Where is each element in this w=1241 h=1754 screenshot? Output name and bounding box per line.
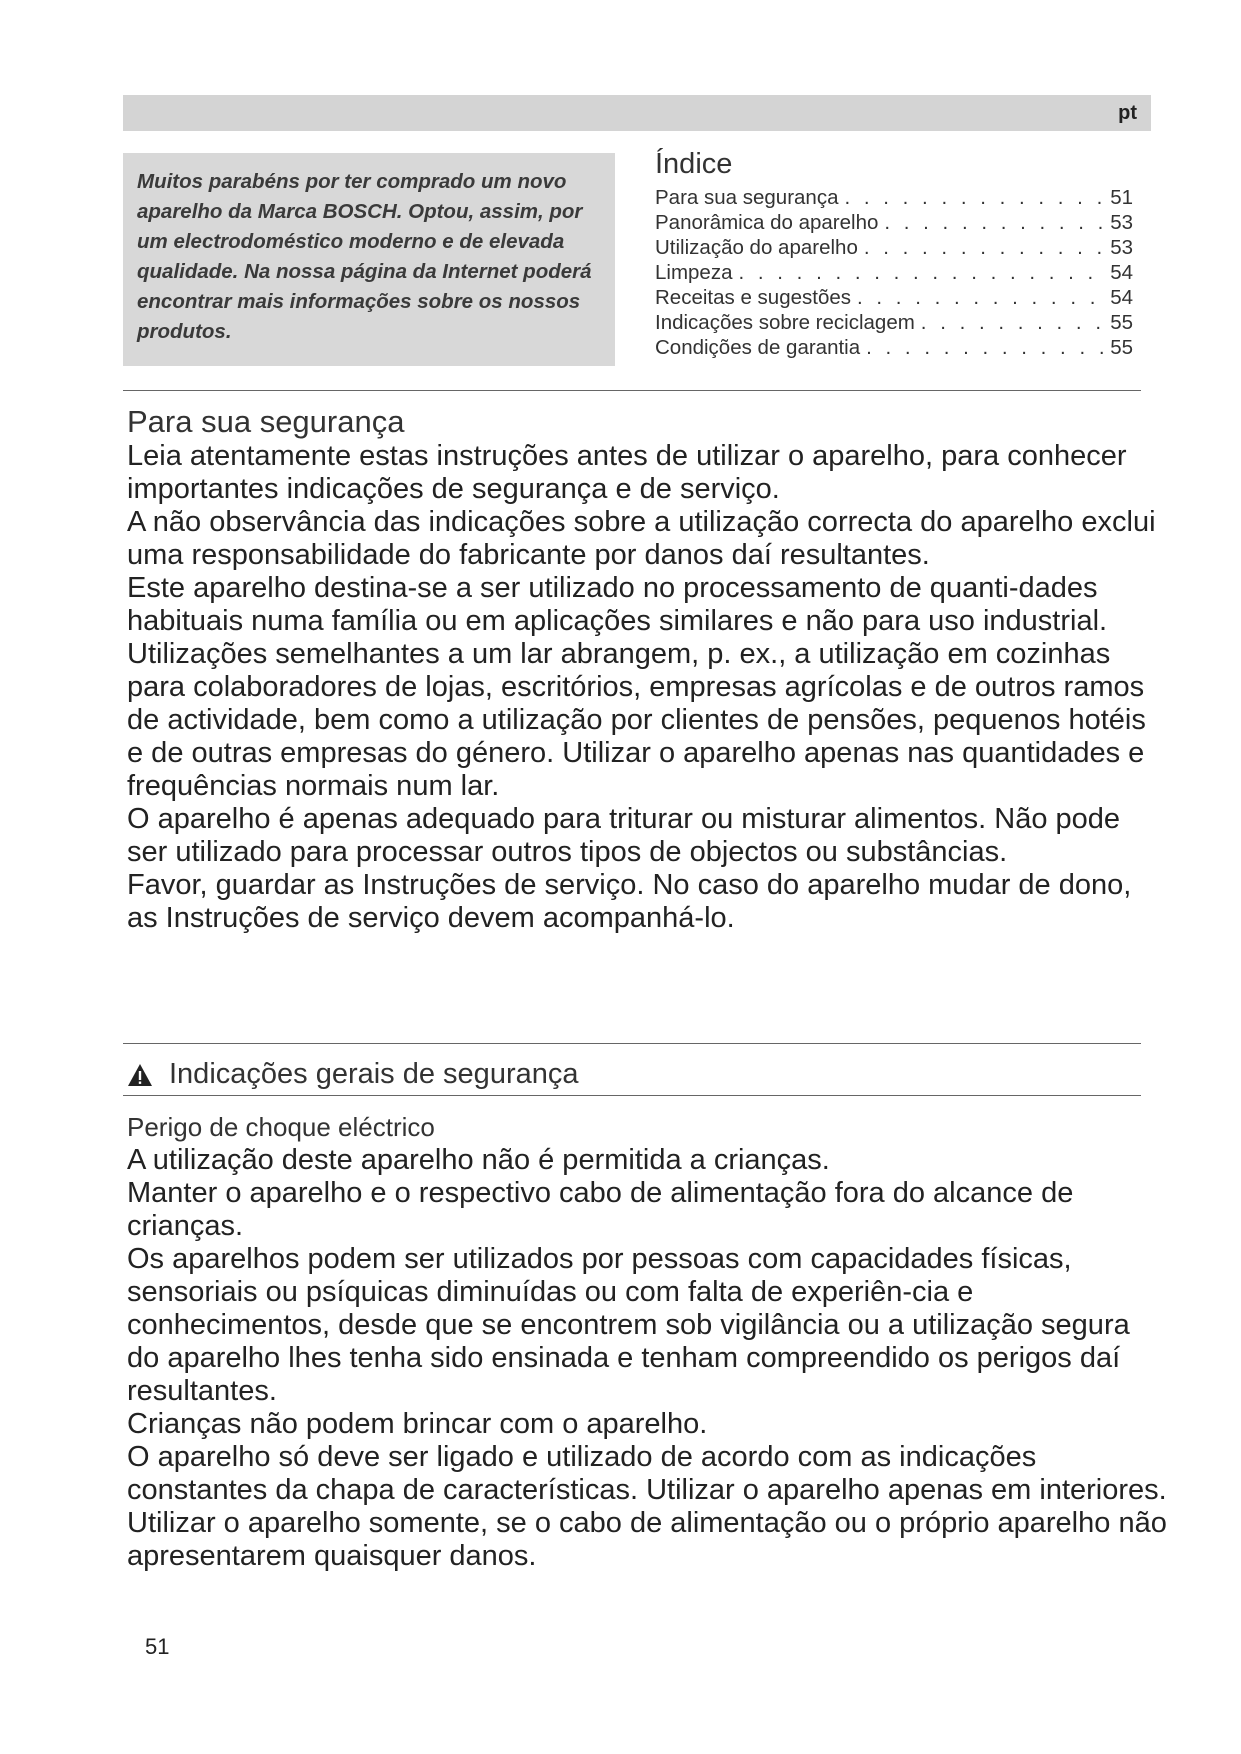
toc-entry-label: Para sua segurança bbox=[655, 186, 839, 209]
safety-paragraph: A não observância das indicações sobre a utilização correcta do aparelho exclui uma responsabilidade do fabricante por danos daí resultantes. bbox=[127, 506, 1156, 571]
general-paragraph: O aparelho só deve ser ligado e utilizado de acordo com as indicações constantes da chapa de características. Utilizar o aparelho apenas em interiores. Utilizar o aparelho somente, se o cabo de alimentação ou o próprio aparelho não apresentarem quaisquer danos. bbox=[127, 1441, 1167, 1572]
toc-entry-page: 51 bbox=[1110, 186, 1133, 209]
general-paragraph: Crianças não podem brincar com o aparelho. bbox=[127, 1408, 708, 1440]
toc-leader-dots bbox=[739, 260, 1105, 285]
toc-entry-page: 55 bbox=[1110, 336, 1133, 359]
toc-entry-label: Receitas e sugestões bbox=[655, 286, 852, 309]
table-of-contents bbox=[655, 148, 1133, 360]
toc-entry-page: 55 bbox=[1110, 311, 1133, 334]
toc-entry-label: Utilização do aparelho bbox=[655, 236, 858, 259]
toc-entry-label: Condições de garantia bbox=[655, 336, 861, 359]
toc-entry[interactable] bbox=[655, 260, 1133, 285]
toc-leader-dots bbox=[864, 235, 1104, 260]
safety-paragraph: O aparelho é apenas adequado para triturar ou misturar alimentos. Não pode ser utilizado para processar outros tipos de objectos ou substâncias. bbox=[127, 803, 1121, 868]
language-code: pt bbox=[1118, 102, 1137, 124]
toc-leader-dots bbox=[884, 210, 1104, 235]
toc-entry-page: 54 bbox=[1110, 261, 1133, 284]
toc-entry[interactable] bbox=[655, 210, 1133, 235]
general-paragraph: A utilização deste aparelho não é permitida a crianças. bbox=[127, 1144, 830, 1176]
safety-paragraph: Este aparelho destina-se a ser utilizado no processamento de quanti-dades habituais numa família ou em aplicações similares e não para uso industrial. Utilizações semelhantes a um lar abrangem, p. ex., a utilização em cozinhas para colaboradores de lojas, escritórios, empresas agrícolas e de outros ramos de actividade, bem como a utilização por clientes de pensões, pequenos hotéis e de outras empresas do género. Utilizar o aparelho apenas nas quantidades e frequências normais num lar. bbox=[127, 572, 1146, 802]
toc-entry[interactable] bbox=[655, 285, 1133, 310]
toc-leader-dots bbox=[866, 335, 1104, 360]
general-safety-body bbox=[127, 1144, 1167, 1573]
general-paragraph: Os aparelhos podem ser utilizados por pessoas com capacidades físicas, sensoriais ou psíquicas diminuídas ou com falta de experiên-cia e conhecimentos, desde que se encontrem sob vigilância ou a utilização segura do aparelho lhes tenha sido ensinada e tenham compreendido os perigos daí resultantes. bbox=[127, 1243, 1130, 1407]
electric-shock-subheading: Perigo de choque eléctrico bbox=[127, 1112, 435, 1142]
toc-entry[interactable] bbox=[655, 310, 1133, 335]
toc-entry-page: 53 bbox=[1110, 236, 1133, 259]
toc-entry-page: 53 bbox=[1110, 211, 1133, 234]
toc-leader-dots bbox=[857, 285, 1104, 310]
safety-section-title: Para sua segurança bbox=[127, 404, 405, 439]
page-number: 51 bbox=[145, 1634, 170, 1659]
general-safety-title: Indicações gerais de segurança bbox=[169, 1058, 579, 1090]
toc-entry[interactable] bbox=[655, 335, 1133, 360]
section-divider bbox=[123, 1095, 1141, 1096]
language-bar bbox=[123, 95, 1151, 131]
toc-entry-label: Indicações sobre reciclagem bbox=[655, 311, 915, 334]
section-divider bbox=[123, 1043, 1141, 1044]
toc-entry-label: Panorâmica do aparelho bbox=[655, 211, 879, 234]
section-divider bbox=[123, 390, 1141, 391]
safety-paragraph: Favor, guardar as Instruções de serviço. No caso do aparelho mudar de dono, as Instruções de serviço devem acompanhá-lo. bbox=[127, 869, 1132, 934]
general-paragraph: Manter o aparelho e o respectivo cabo de alimentação fora do alcance de crianças. bbox=[127, 1177, 1074, 1242]
toc-entry-page: 54 bbox=[1110, 286, 1133, 309]
general-safety-heading bbox=[127, 1058, 578, 1091]
intro-box bbox=[123, 153, 615, 366]
warning-triangle-icon bbox=[127, 1063, 153, 1087]
safety-body bbox=[127, 440, 1167, 935]
toc-leader-dots bbox=[921, 310, 1104, 335]
toc-title: Índice bbox=[655, 148, 733, 180]
toc-entry[interactable] bbox=[655, 235, 1133, 260]
intro-text: Muitos parabéns por ter comprado um novo aparelho da Marca BOSCH. Optou, assim, por um electrodoméstico moderno e de elevada qualidade. Na nossa página da Internet poderá encontrar mais informações sobre os nossos produtos. bbox=[137, 170, 592, 343]
safety-lead-paragraph: Leia atentamente estas instruções antes de utilizar o aparelho, para conhecer importantes indicações de segurança e de serviço. bbox=[127, 440, 1127, 505]
toc-entry-label: Limpeza bbox=[655, 261, 733, 284]
toc-entry[interactable] bbox=[655, 185, 1133, 210]
toc-leader-dots bbox=[844, 185, 1104, 210]
